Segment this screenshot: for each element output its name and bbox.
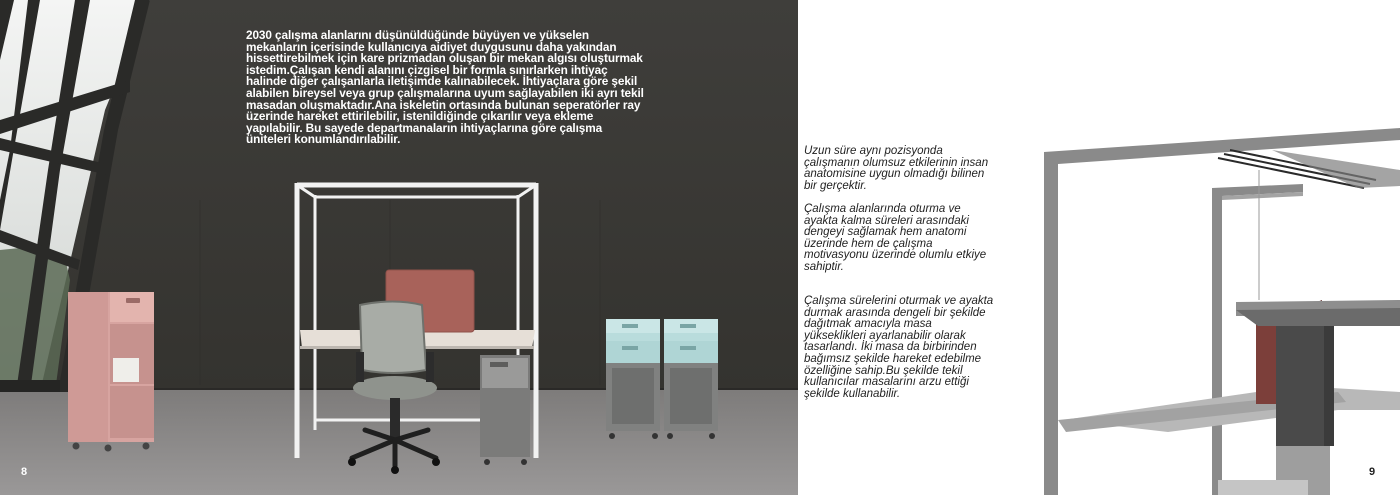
paragraph-ergonomics: Uzun süre aynı pozisyonda çalışmanın olumsuz etkilerinin insan anatomisine uygun olmadığı bilinen bir gerçektir. [804,145,989,192]
paragraph-adjustable-height: Çalışma sürelerini oturmak ve ayakta durmak arasında dengeli bir şekilde dağıtmak amacıyla masa yükseklikleri ayarlanabilir olarak tasarlandı. İki masa da birbirinden bağımsız şekilde hareket edebilme özelliğine sahip.Bu şekilde tekil kullanıcılar masalarını arzu ettiği şekilde kullanabilir. [804,295,994,400]
right-page [798,0,1400,495]
page-number-right: 9 [1369,466,1376,478]
desk-detail-render [798,0,1400,495]
intro-paragraph: 2030 çalışma alanlarını düşünüldüğünde büyüyen ve yükselen mekanların içerisinde kullanıcıya aidiyet duygusunu daha yakından hissettirebilmek için kare prizmadan oluşan bir mekan algısı oluşturmak istedim.Çalışan kendi alanını çizgisel bir formla sınırlarken ihtiyaç halinde diğer çalışanlarla iletişimde kalınabilecek. İhtiyaçlara göre şekil alabilen bireysel veya grup çalışmalarına uyum sağlayabilen iki ayrı tekil masadan oluşmaktadır.Ana iskeletin ortasında bulunan seperatörler ray üzerinde hareket ettirilebilir, istenildiğinde çıkarılır veya ekleme yapılabilir. Bu sayede departmanaların ihtiyaçlarına göre çalışma üniteleri konumlandırılabilir. [246,28,644,147]
page-number-left: 8 [21,466,28,478]
grey-pedestal [480,355,530,465]
pink-cabinet [68,292,154,452]
paragraph-balance: Çalışma alanlarında oturma ve ayakta kalma süreleri arasındaki dengeyi sağlamak hem anatomi üzerinde hem de çalışma motivasyonu üzerinde olumlu etkiye sahiptir. [804,203,987,273]
